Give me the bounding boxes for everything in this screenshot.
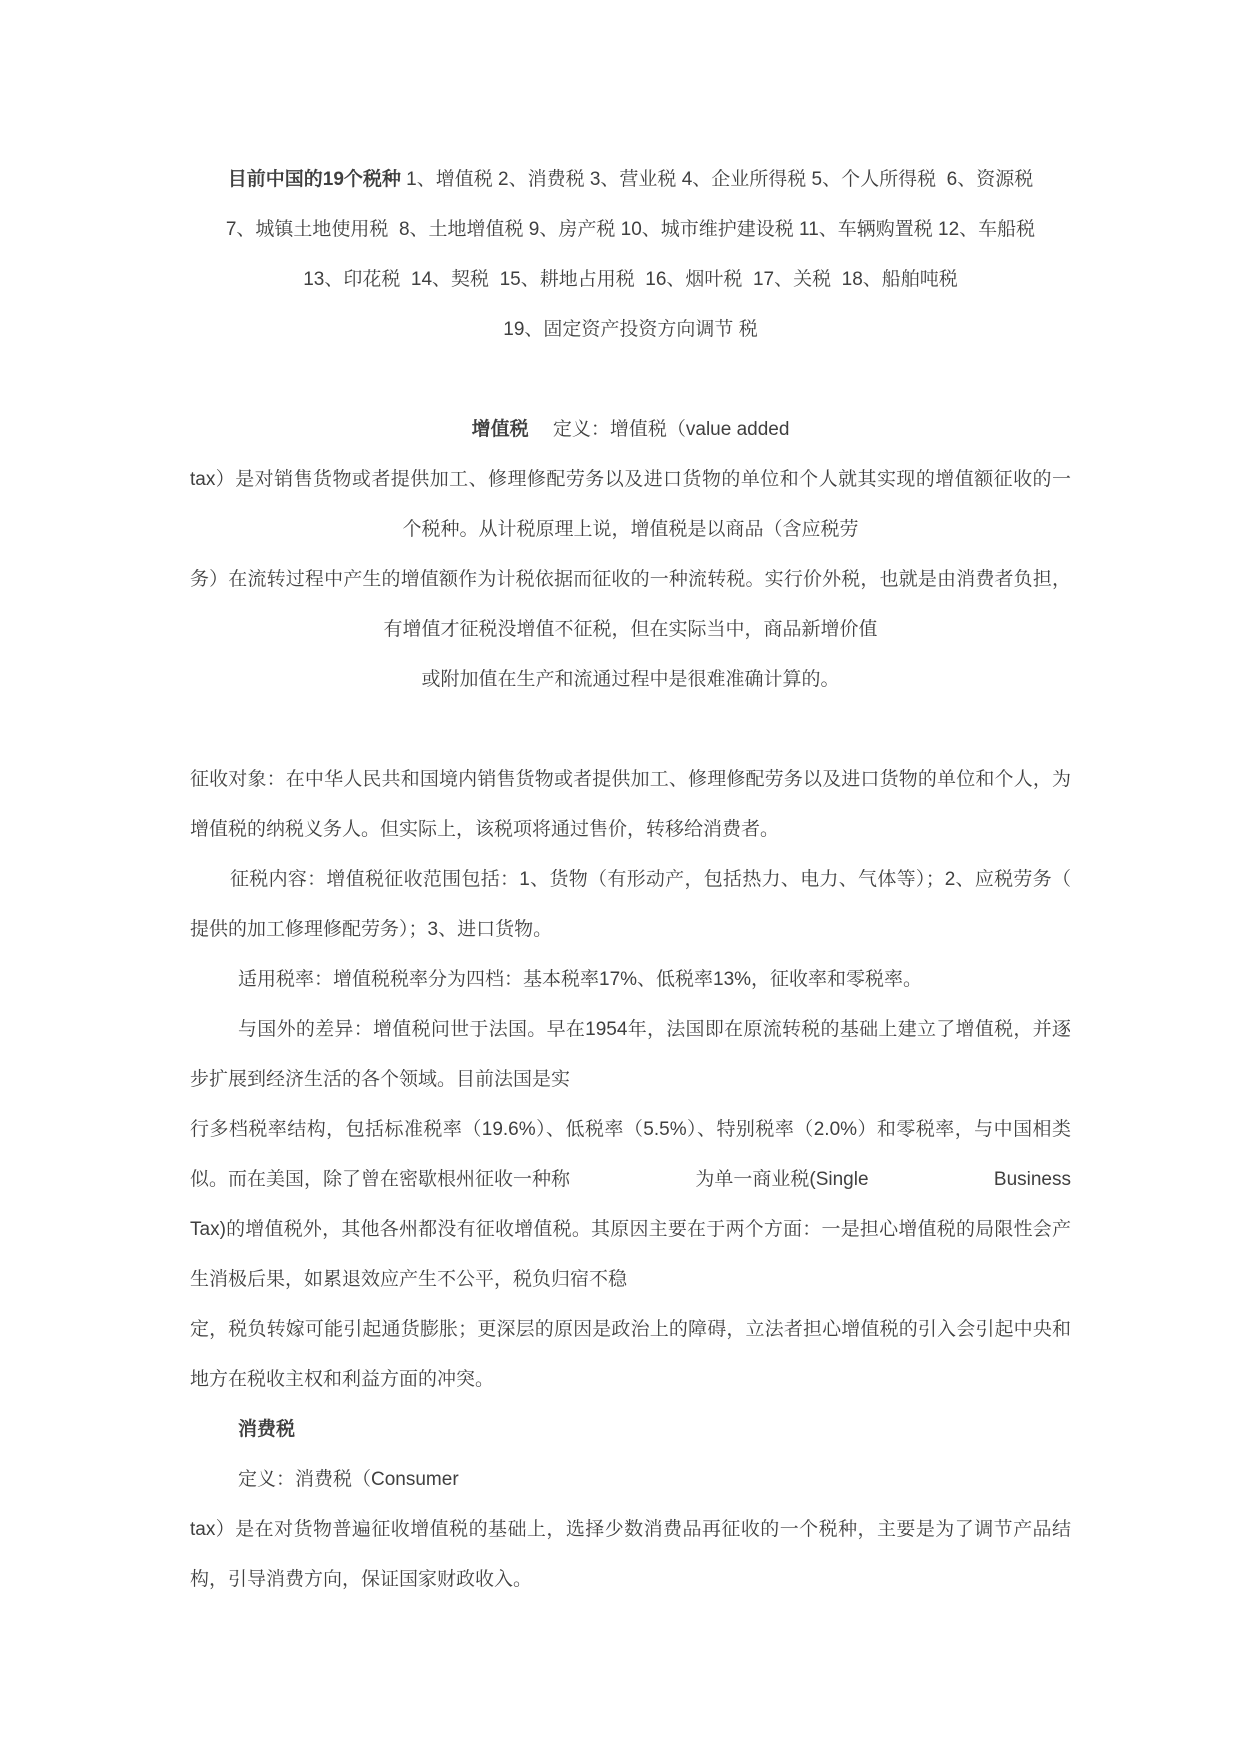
vat-definition-line-3 [190,505,1071,555]
consumption-tax-def-line-1-text: 定义：消费税（Consumer [238,1469,459,1490]
vat-object-line-1-text: 征收对象：在中华人民共和国境内销售货物或者提供加工、修理修配劳务以及进口货物的单位和个人，为 [190,769,1071,790]
vat-abroad-line-8 [190,1355,1071,1405]
vat-abroad-line-1 [190,1005,1071,1055]
vat-abroad-line-1-text: 与国外的差异：增值税问世于法国。早在1954年，法国即在原流转税的基础上建立了增值税，并逐 [238,1019,1071,1040]
tax-list-line-3 [190,255,1071,305]
vat-definition-line-5-text: 有增值才征税没增值不征税，但在实际当中，商品新增价值 [383,619,878,640]
tax-list-line-4-text: 19、固定资产投资方向调节 税 [503,319,758,340]
vat-abroad-line-4-seg-3: Business [993,1169,1071,1190]
vat-abroad-line-7 [190,1305,1071,1355]
consumption-tax-def-line-2 [190,1505,1071,1555]
vat-object-line-2-text: 增值税的纳税义务人。但实际上，该税项将通过售价，转移给消费者。 [190,819,780,840]
vat-abroad-line-8-text: 地方在税收主权和利益方面的冲突。 [190,1369,495,1390]
vat-rates-line-text: 适用税率：增值税税率分为四档：基本税率17%、低税率13%，征收率和零税率。 [238,969,923,990]
vat-definition-line-2 [190,455,1071,505]
vat-scope-line-1 [190,855,1071,905]
vat-abroad-line-4-seg-2: 为单一商业税(Single [695,1169,869,1190]
tax-list-line-1-text: 1、增值税 2、消费税 3、营业税 4、企业所得税 5、个人所得税 6、资源税 [400,169,1034,190]
vat-abroad-line-5 [190,1205,1071,1255]
vat-definition-line-1 [190,405,1071,455]
vat-abroad-line-4 [190,1155,1071,1205]
vat-definition-line-6 [190,655,1071,705]
consumption-tax-def-line-3 [190,1555,1071,1605]
vat-abroad-line-3-text: 行多档税率结构，包括标准税率（19.6%）、低税率（5.5%）、特别税率（2.0%）和零税率，与中国相类 [190,1119,1071,1140]
vat-abroad-line-4-seg-1: 似。而在美国，除了曾在密歇根州征收一种称 [190,1169,571,1190]
vat-definition-line-4-text: 务）在流转过程中产生的增值额作为计税依据而征收的一种流转税。实行价外税，也就是由消费者负担， [190,569,1071,590]
tax-list-line-3-text: 13、印花税 14、契税 15、耕地占用税 16、烟叶税 17、关税 18、船舶吨税 [303,269,958,290]
document-content [190,155,1071,1605]
vat-abroad-line-2-text: 步扩展到经济生活的各个领域。目前法国是实 [190,1069,571,1090]
vat-scope-line-2 [190,905,1071,955]
tax-list-line-4 [190,305,1071,355]
tax-list-line-2-text: 7、城镇土地使用税 8、土地增值税 9、房产税 10、城市维护建设税 11、车辆购置税 12、车船税 [225,219,1036,240]
vat-object-line-1 [190,755,1071,805]
vat-abroad-line-3 [190,1105,1071,1155]
vat-rates-line [190,955,1071,1005]
vat-definition-line-6-text: 或附加值在生产和流通过程中是很难准确计算的。 [421,669,840,690]
tax-list-heading: 目前中国的19个税种 [227,169,401,190]
vat-definition-line-1-text: 定义：增值税（value added [528,419,790,440]
vat-object-line-2 [190,805,1071,855]
tax-list-line-1 [190,155,1071,205]
vat-abroad-line-2 [190,1055,1071,1105]
vat-abroad-line-6 [190,1255,1071,1305]
tax-list-line-2 [190,205,1071,255]
consumption-tax-def-line-2-text: tax）是在对货物普遍征收增值税的基础上，选择少数消费品再征收的一个税种，主要是为了调节产品结 [190,1519,1071,1540]
vat-definition-line-3-text: 个税种。从计税原理上说，增值税是以商品（含应税劳 [402,519,859,540]
vat-abroad-line-7-text: 定，税负转嫁可能引起通货膨胀；更深层的原因是政治上的障碍，立法者担心增值税的引入会引起中央和 [190,1319,1071,1340]
vat-abroad-line-6-text: 生消极后果，如累退效应产生不公平，税负归宿不稳 [190,1269,628,1290]
consumption-tax-heading-line [190,1405,1071,1455]
consumption-tax-def-line-1 [190,1455,1071,1505]
vat-abroad-line-5-text: Tax)的增值税外，其他各州都没有征收增值税。其原因主要在于两个方面：一是担心增值税的局限性会产 [190,1219,1071,1240]
consumption-tax-heading: 消费税 [238,1419,296,1440]
vat-scope-line-2-text: 提供的加工修理修配劳务）；3、进口货物。 [190,919,553,940]
blank-line [190,705,1071,755]
vat-heading: 增值税 [471,419,529,440]
blank-line [190,355,1071,405]
consumption-tax-def-line-3-text: 构，引导消费方向，保证国家财政收入。 [190,1569,533,1590]
vat-definition-line-4 [190,555,1071,605]
vat-definition-line-5 [190,605,1071,655]
vat-scope-line-1-text: 征税内容：增值税征收范围包括：1、货物（有形动产，包括热力、电力、气体等）；2、应税劳务（ [230,869,1071,890]
vat-definition-line-2-text: tax）是对销售货物或者提供加工、修理修配劳务以及进口货物的单位和个人就其实现的增值额征收的一 [190,469,1071,490]
